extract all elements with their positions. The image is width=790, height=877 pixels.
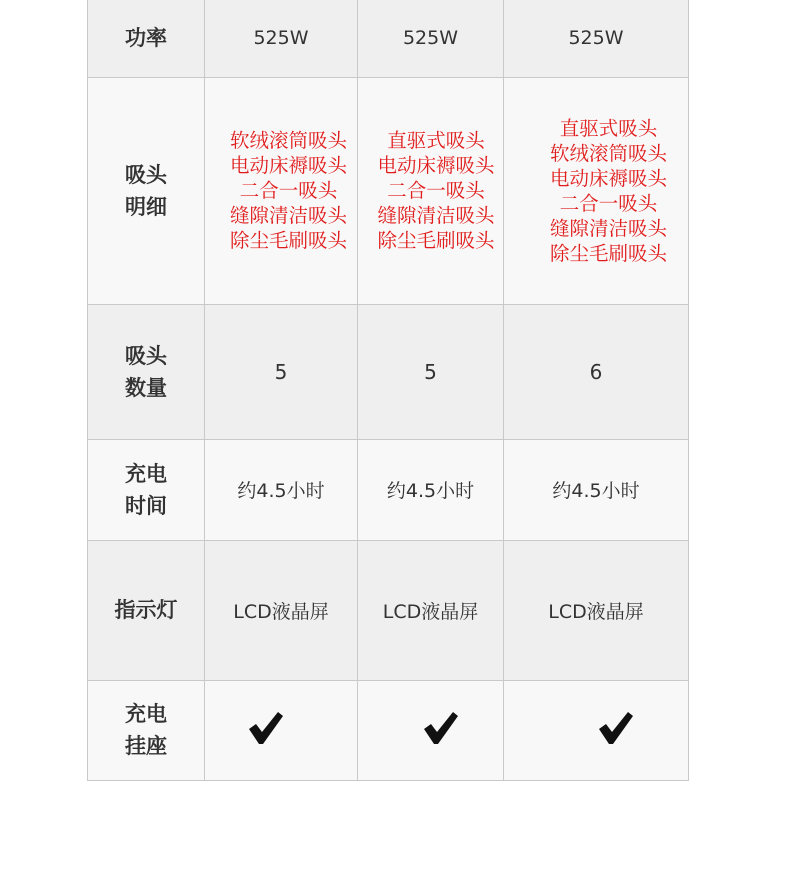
row-label-head-count [88,304,205,439]
row-label-line: 指示灯 [114,598,178,622]
table-row-charging-dock [88,680,689,780]
head-count-model-3: 6 [504,304,689,439]
row-label-line: 吸头 [125,343,167,368]
head-list-item: 二合一吸头 [387,179,485,202]
charging-dock-model-1 [205,680,358,780]
row-label-head-details [88,77,205,304]
head-list-item: 除尘毛刷吸头 [549,241,667,265]
head-list-item: 软绒滚筒吸头 [549,141,667,165]
row-label-line: 数量 [125,375,167,400]
head-list-item: 二合一吸头 [239,179,338,202]
head-list-model-3 [504,77,689,304]
indicator-model-1: LCD液晶屏 [205,540,358,680]
charge-time-model-1: 约4.5小时 [205,439,358,540]
head-list-item: 电动床褥吸头 [229,154,347,177]
head-list-item: 缝隙清洁吸头 [549,216,667,240]
power-value-model-2: 525W [358,0,504,77]
head-list-item: 电动床褥吸头 [377,154,495,177]
row-label-indicator [88,540,205,680]
check-mark-icon [247,710,285,746]
table-row-charge-time [88,439,689,540]
indicator-model-3: LCD液晶屏 [504,540,689,680]
row-label-line: 吸头 [125,162,167,187]
head-list-item: 除尘毛刷吸头 [377,229,495,252]
row-label-line: 挂座 [125,734,167,758]
head-list-item: 缝隙清洁吸头 [377,204,495,227]
charge-time-model-2: 约4.5小时 [358,439,504,540]
head-list-model-2 [358,77,504,304]
row-label-line: 充电 [125,702,167,726]
head-count-model-2: 5 [358,304,504,439]
power-value-model-1: 525W [205,0,358,77]
row-label-line: 明细 [125,194,167,219]
table-row-head-details [88,77,689,304]
row-label-line: 功率 [125,26,167,51]
row-label-line: 时间 [125,493,167,518]
power-value-model-3: 525W [504,0,689,77]
head-list-item: 直驱式吸头 [559,116,658,140]
table-row-power [88,0,689,77]
row-label-charge-time [88,439,205,540]
charge-time-model-3: 约4.5小时 [504,439,689,540]
head-list-item: 电动床褥吸头 [549,166,667,190]
head-list-item: 缝隙清洁吸头 [229,204,347,227]
head-list-model-1 [205,77,358,304]
row-label-line: 充电 [125,461,167,486]
head-list-item: 二合一吸头 [559,191,658,215]
indicator-model-2: LCD液晶屏 [358,540,504,680]
row-label-charging-dock [88,680,205,780]
head-list-item: 软绒滚筒吸头 [229,129,347,152]
head-list-item: 直驱式吸头 [387,129,485,152]
check-mark-icon [422,710,460,746]
head-list-item: 除尘毛刷吸头 [229,229,347,252]
charging-dock-model-2 [358,680,504,780]
table-row-indicator [88,540,689,680]
row-label-power [88,0,205,77]
check-mark-icon [597,710,635,746]
spec-comparison-table [87,0,689,781]
table-row-head-count [88,304,689,439]
head-count-model-1: 5 [205,304,358,439]
charging-dock-model-3 [504,680,689,780]
